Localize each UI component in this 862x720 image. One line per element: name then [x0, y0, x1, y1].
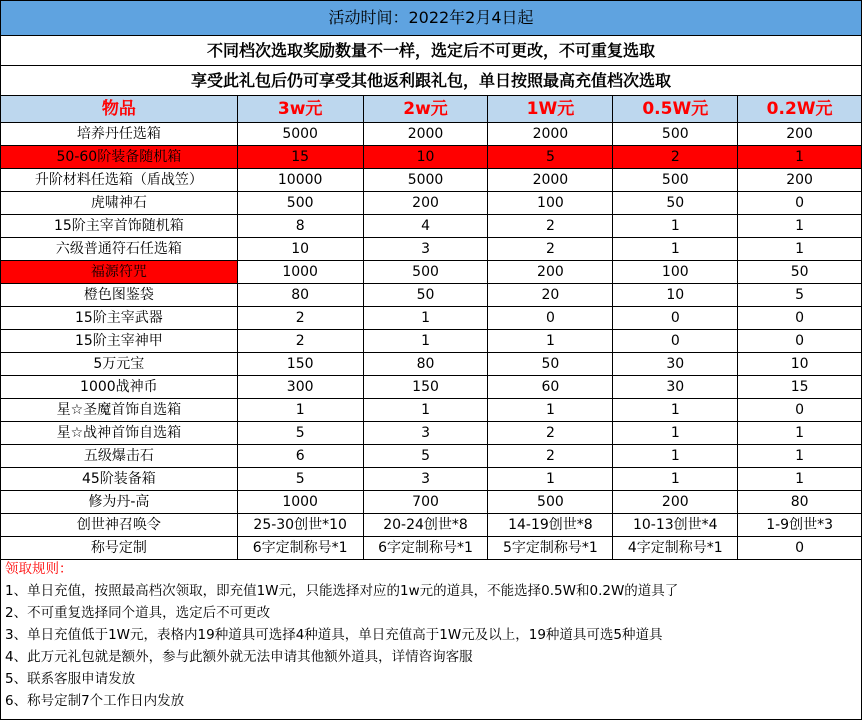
quantity-cell: 300 [237, 376, 363, 399]
quantity-cell: 2000 [363, 123, 488, 146]
quantity-cell: 50 [738, 261, 862, 284]
quantity-cell: 5 [738, 284, 862, 307]
item-name-cell: 50-60阶装备随机箱 [1, 146, 238, 169]
quantity-cell: 2 [488, 238, 613, 261]
quantity-cell: 500 [613, 169, 738, 192]
quantity-cell: 1 [488, 468, 613, 491]
rules-section [0, 559, 862, 720]
quantity-cell: 2 [488, 215, 613, 238]
quantity-cell: 1-9创世*3 [738, 514, 862, 537]
rule-line: 3、单日充值低于1W元，表格内19种道具可选择4种道具，单日充值高于1W元及以上，19种道具可选5种道具 [5, 627, 663, 644]
quantity-cell: 200 [363, 192, 488, 215]
quantity-cell: 2000 [488, 169, 613, 192]
table-row [1, 330, 862, 353]
table-row [1, 468, 862, 491]
table-row [1, 514, 862, 537]
quantity-cell: 200 [613, 491, 738, 514]
table-row [1, 537, 862, 560]
quantity-cell: 5 [488, 146, 613, 169]
quantity-cell: 1 [738, 468, 862, 491]
column-header-item: 物品 [1, 96, 238, 123]
quantity-cell: 20 [488, 284, 613, 307]
quantity-cell: 1 [738, 146, 862, 169]
quantity-cell: 0 [738, 330, 862, 353]
quantity-cell: 2 [237, 307, 363, 330]
quantity-cell: 0 [738, 537, 862, 560]
quantity-cell: 10000 [237, 169, 363, 192]
quantity-cell: 10 [237, 238, 363, 261]
quantity-cell: 10 [613, 284, 738, 307]
quantity-cell: 0 [613, 330, 738, 353]
quantity-cell: 1 [488, 399, 613, 422]
quantity-cell: 100 [613, 261, 738, 284]
quantity-cell: 6字定制称号*1 [237, 537, 363, 560]
quantity-cell: 1000 [237, 261, 363, 284]
quantity-cell: 10-13创世*4 [613, 514, 738, 537]
item-name-cell: 称号定制 [1, 537, 238, 560]
rule-line: 1、单日充值，按照最高档次领取，即充值1W元，只能选择对应的1w元的道具，不能选择0.5W和0.2W的道具了 [5, 583, 679, 600]
quantity-cell: 1 [738, 215, 862, 238]
quantity-cell: 5 [363, 445, 488, 468]
table-row [1, 146, 862, 169]
quantity-cell: 1000 [237, 491, 363, 514]
quantity-cell: 1 [363, 307, 488, 330]
quantity-cell: 0 [613, 307, 738, 330]
quantity-cell: 1 [613, 445, 738, 468]
header-row [1, 96, 862, 123]
quantity-cell: 20-24创世*8 [363, 514, 488, 537]
quantity-cell: 150 [363, 376, 488, 399]
table-row [1, 123, 862, 146]
quantity-cell: 1 [738, 238, 862, 261]
item-name-cell: 15阶主宰首饰随机箱 [1, 215, 238, 238]
rules-title: 领取规则： [5, 561, 73, 578]
table-row [1, 192, 862, 215]
table-row [1, 422, 862, 445]
quantity-cell: 6字定制称号*1 [363, 537, 488, 560]
quantity-cell: 2 [237, 330, 363, 353]
quantity-cell: 5 [237, 422, 363, 445]
item-name-cell: 培养丹任选箱 [1, 123, 238, 146]
quantity-cell: 5字定制称号*1 [488, 537, 613, 560]
table-row [1, 215, 862, 238]
item-name-cell: 15阶主宰神甲 [1, 330, 238, 353]
quantity-cell: 1 [613, 399, 738, 422]
quantity-cell: 5 [237, 468, 363, 491]
table-row [1, 399, 862, 422]
quantity-cell: 8 [237, 215, 363, 238]
quantity-cell: 60 [488, 376, 613, 399]
quantity-cell: 1 [363, 399, 488, 422]
column-header-tier-2: 2w元 [363, 96, 488, 123]
column-header-tier-4: 0.5W元 [613, 96, 738, 123]
quantity-cell: 2 [613, 146, 738, 169]
table-row [1, 261, 862, 284]
quantity-cell: 1 [738, 422, 862, 445]
quantity-cell: 4 [363, 215, 488, 238]
quantity-cell: 50 [488, 353, 613, 376]
item-name-cell: 六级普通符石任选箱 [1, 238, 238, 261]
quantity-cell: 500 [363, 261, 488, 284]
quantity-cell: 1 [738, 445, 862, 468]
item-name-cell: 5万元宝 [1, 353, 238, 376]
item-name-cell: 星☆圣魔首饰自选箱 [1, 399, 238, 422]
quantity-cell: 4字定制称号*1 [613, 537, 738, 560]
quantity-cell: 1 [363, 330, 488, 353]
quantity-cell: 14-19创世*8 [488, 514, 613, 537]
quantity-cell: 30 [613, 353, 738, 376]
quantity-cell: 150 [237, 353, 363, 376]
item-name-cell: 福源符咒 [1, 261, 238, 284]
item-name-cell: 45阶装备箱 [1, 468, 238, 491]
table-row [1, 169, 862, 192]
quantity-cell: 2 [488, 422, 613, 445]
quantity-cell: 1 [613, 215, 738, 238]
quantity-cell: 500 [613, 123, 738, 146]
quantity-cell: 50 [363, 284, 488, 307]
quantity-cell: 700 [363, 491, 488, 514]
rule-line: 6、称号定制7个工作日内发放 [5, 693, 185, 710]
quantity-cell: 3 [363, 238, 488, 261]
quantity-cell: 30 [613, 376, 738, 399]
quantity-cell: 0 [738, 192, 862, 215]
table-row [1, 307, 862, 330]
table-row [1, 376, 862, 399]
quantity-cell: 80 [363, 353, 488, 376]
quantity-cell: 200 [738, 123, 862, 146]
table-row [1, 491, 862, 514]
table-row [1, 445, 862, 468]
quantity-cell: 0 [488, 307, 613, 330]
item-name-cell: 修为丹-高 [1, 491, 238, 514]
quantity-cell: 1 [488, 330, 613, 353]
quantity-cell: 80 [738, 491, 862, 514]
quantity-cell: 1 [613, 422, 738, 445]
item-name-cell: 星☆战神首饰自选箱 [1, 422, 238, 445]
quantity-cell: 80 [237, 284, 363, 307]
event-time-banner: 活动时间：2022年2月4日起 [1, 1, 862, 36]
rule-line: 4、此万元礼包就是额外，参与此额外就无法申请其他额外道具，详情咨询客服 [5, 649, 473, 666]
quantity-cell: 100 [488, 192, 613, 215]
quantity-cell: 1 [237, 399, 363, 422]
quantity-cell: 15 [237, 146, 363, 169]
quantity-cell: 25-30创世*10 [237, 514, 363, 537]
quantity-cell: 1 [613, 468, 738, 491]
quantity-cell: 3 [363, 422, 488, 445]
rules-list [1, 559, 861, 713]
item-name-cell: 15阶主宰武器 [1, 307, 238, 330]
quantity-cell: 0 [738, 399, 862, 422]
quantity-cell: 0 [738, 307, 862, 330]
quantity-cell: 10 [363, 146, 488, 169]
quantity-cell: 500 [488, 491, 613, 514]
quantity-cell: 15 [738, 376, 862, 399]
notice-line-2: 享受此礼包后仍可享受其他返利跟礼包，单日按照最高充值档次选取 [1, 66, 862, 96]
quantity-cell: 3 [363, 468, 488, 491]
column-header-tier-5: 0.2W元 [738, 96, 862, 123]
table-row [1, 353, 862, 376]
quantity-cell: 200 [488, 261, 613, 284]
quantity-cell: 2000 [488, 123, 613, 146]
item-name-cell: 橙色图鉴袋 [1, 284, 238, 307]
quantity-cell: 10 [738, 353, 862, 376]
table-row [1, 238, 862, 261]
rule-line: 5、联系客服申请发放 [5, 671, 136, 688]
item-name-cell: 升阶材料任选箱（盾战笠） [1, 169, 238, 192]
quantity-cell: 2 [488, 445, 613, 468]
notice-line-1: 不同档次选取奖励数量不一样，选定后不可更改，不可重复选取 [1, 36, 862, 66]
quantity-cell: 500 [237, 192, 363, 215]
quantity-cell: 50 [613, 192, 738, 215]
rule-line: 2、不可重复选择同个道具，选定后不可更改 [5, 605, 271, 622]
quantity-cell: 200 [738, 169, 862, 192]
quantity-cell: 1 [613, 238, 738, 261]
item-name-cell: 五级爆击石 [1, 445, 238, 468]
quantity-cell: 5000 [237, 123, 363, 146]
table-row [1, 284, 862, 307]
column-header-tier-3: 1W元 [488, 96, 613, 123]
column-header-tier-1: 3w元 [237, 96, 363, 123]
item-name-cell: 创世神召唤令 [1, 514, 238, 537]
quantity-cell: 6 [237, 445, 363, 468]
item-name-cell: 1000战神币 [1, 376, 238, 399]
quantity-cell: 5000 [363, 169, 488, 192]
item-name-cell: 虎啸神石 [1, 192, 238, 215]
